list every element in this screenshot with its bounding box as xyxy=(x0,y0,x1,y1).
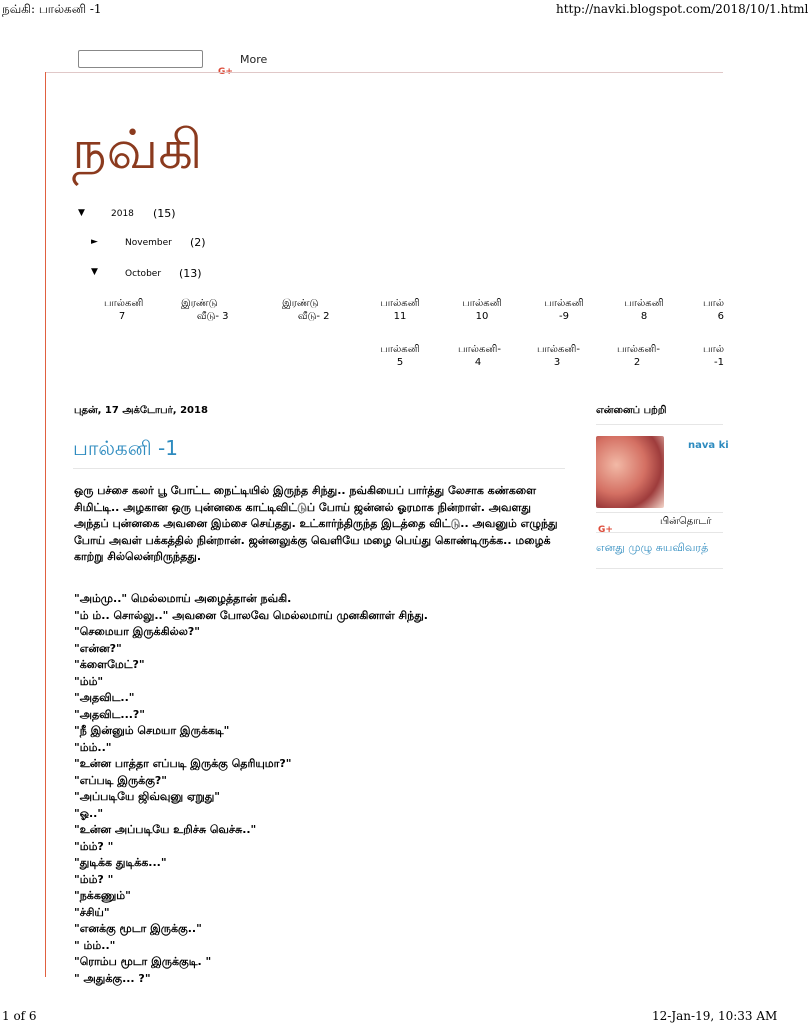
avatar[interactable] xyxy=(596,436,664,508)
archive-post-link[interactable]: இரண்டு வீடு- 3 xyxy=(181,298,229,322)
archive-post-link[interactable]: பால்கனி 7 xyxy=(104,298,144,322)
dialogue-line: "ம்ம்" xyxy=(74,674,104,688)
archive-october-count: (13) xyxy=(179,267,202,280)
dialogue-line: " ம்ம்.." xyxy=(74,938,116,952)
follow-button[interactable]: பின்தொடர் xyxy=(660,516,712,527)
expand-toggle-icon[interactable]: ► xyxy=(91,237,98,247)
dialogue-line: "அப்படியே ஜிவ்வுனு ஏறுது" xyxy=(74,790,221,803)
dialogue-line: "ம் ம்.. சொல்லு.." அவனை போலவே மெல்லமாய் முனகினாள் சிந்து. xyxy=(74,608,428,622)
dialogue-line: "க்ளைமேட்?" xyxy=(74,658,145,671)
dialogue-line: "துடிக்க துடிக்க..." xyxy=(74,856,167,869)
dialogue-line: "எனக்கு மூடா இருக்கு.." xyxy=(74,922,202,935)
profile-name-link[interactable]: nava ki xyxy=(688,440,729,451)
dialogue-line: "நக்கணும்" xyxy=(74,889,131,902)
content-frame-top xyxy=(45,72,723,73)
dialogue-line: " அதுக்கு... ?" xyxy=(74,971,151,985)
archive-post-link[interactable]: பால் -1 xyxy=(703,344,724,368)
dialogue-line: "ச்சிய்" xyxy=(74,905,110,919)
content-frame-left xyxy=(45,72,46,977)
archive-month-october[interactable]: October xyxy=(125,269,162,279)
archive-year-count: (15) xyxy=(153,207,176,220)
print-datetime: 12-Jan-19, 10:33 AM xyxy=(652,1009,778,1023)
dialogue-line: "உன்ன அப்படியே உறிச்சு வெச்சு.." xyxy=(74,823,257,836)
collapse-toggle-icon[interactable]: ▼ xyxy=(78,208,85,218)
dialogue-line: "என்ன?" xyxy=(74,641,122,655)
archive-post-link[interactable]: பால் 6 xyxy=(703,298,724,322)
dialogue-line: "ஓ.." xyxy=(74,806,104,820)
archive-november-count: (2) xyxy=(190,236,206,249)
archive-post-link[interactable]: பால்கனி 11 xyxy=(380,298,420,322)
dialogue-line: "ம்ம்.." xyxy=(74,740,112,754)
archive-post-link[interactable]: பால்கனி- 2 xyxy=(617,344,660,368)
archive-post-link[interactable]: பால்கனி -9 xyxy=(544,298,584,322)
dialogue-line: "அம்மு.." மெல்லமாய் அழைத்தான் நவ்கி. xyxy=(74,592,292,605)
gplus-icon[interactable]: G+ xyxy=(218,67,233,77)
archive-post-link[interactable]: இரண்டு வீடு- 2 xyxy=(282,298,330,322)
print-page-title: நவ்கி: பால்கனி -1 xyxy=(2,2,102,16)
sidebar-divider xyxy=(596,532,723,533)
dialogue-line: "அதவிட...?" xyxy=(74,707,146,721)
more-link[interactable]: More xyxy=(240,53,268,66)
archive-post-link[interactable]: பால்கனி 8 xyxy=(624,298,664,322)
sidebar-divider xyxy=(596,512,723,513)
sidebar-divider xyxy=(596,568,723,569)
post-title[interactable]: பால்கனி -1 xyxy=(73,436,178,460)
gplus-icon[interactable]: G+ xyxy=(598,525,613,535)
archive-month-november[interactable]: November xyxy=(125,238,172,248)
post-title-divider xyxy=(73,468,565,469)
view-full-profile-link[interactable]: எனது முழு சுயவிவரத் xyxy=(596,541,709,554)
print-url: http://navki.blogspot.com/2018/10/1.html xyxy=(556,2,808,16)
search-input[interactable] xyxy=(78,50,203,68)
dialogue-line: "ரொம்ப மூடா இருக்குடி. " xyxy=(74,955,212,968)
post-paragraph: ஒரு பச்சை கலர் பூ போட்ட நைட்டியில் இருந்த சிந்து.. நவ்கியைப் பார்த்து லேசாக கண்களை சிமிட்டி.. அழகான ஒரு புன்னகை காட்டிவிட்டுப் போய் ஜன்னல் ஓரமாக நின்றாள். அவளது அந்தப் புன்னகை அவனை இம்சை செய்தது. உட்கார்ந்திருந்த இடத்தை விட்டு.. அவனும் எழுந்து போய் அவள் பக்கத்தில் நின்றான். ஜன்னலுக்கு வெளியே மழை பெய்து கொண்டிருக்க.. மழைக் காற்று சில்லென்றிருந்தது. xyxy=(74,484,558,563)
dialogue-line: "ம்ம்? " xyxy=(74,872,114,886)
archive-post-link[interactable]: பால்கனி 5 xyxy=(380,344,420,368)
dialogue-line: "உன்ன பாத்தா எப்படி இருக்கு தெரியுமா?" xyxy=(74,757,292,770)
archive-post-link[interactable]: பால்கனி- 3 xyxy=(537,344,580,368)
post-dialogue xyxy=(74,591,564,987)
collapse-toggle-icon[interactable]: ▼ xyxy=(91,267,98,277)
dialogue-line: "எப்படி இருக்கு?" xyxy=(74,773,168,787)
archive-post-link[interactable]: பால்கனி 10 xyxy=(462,298,502,322)
dialogue-line: "ம்ம்? " xyxy=(74,839,114,853)
archive-year-2018[interactable]: 2018 xyxy=(111,209,134,219)
sidebar-divider xyxy=(596,424,723,425)
print-page-count: 1 of 6 xyxy=(2,1009,37,1023)
dialogue-line: "அதவிட.." xyxy=(74,691,135,704)
blog-title[interactable]: நவ்கி xyxy=(72,118,203,181)
dialogue-line: "நீ இன்னும் செமயா இருக்கடி" xyxy=(74,724,230,737)
archive-post-link[interactable]: பால்கனி- 4 xyxy=(458,344,501,368)
post-date-header: புதன், 17 அக்டோபர், 2018 xyxy=(74,405,208,416)
about-me-heading: என்னைப் பற்றி xyxy=(596,405,667,416)
dialogue-line: "செமையா இருக்கில்ல?" xyxy=(74,625,200,638)
